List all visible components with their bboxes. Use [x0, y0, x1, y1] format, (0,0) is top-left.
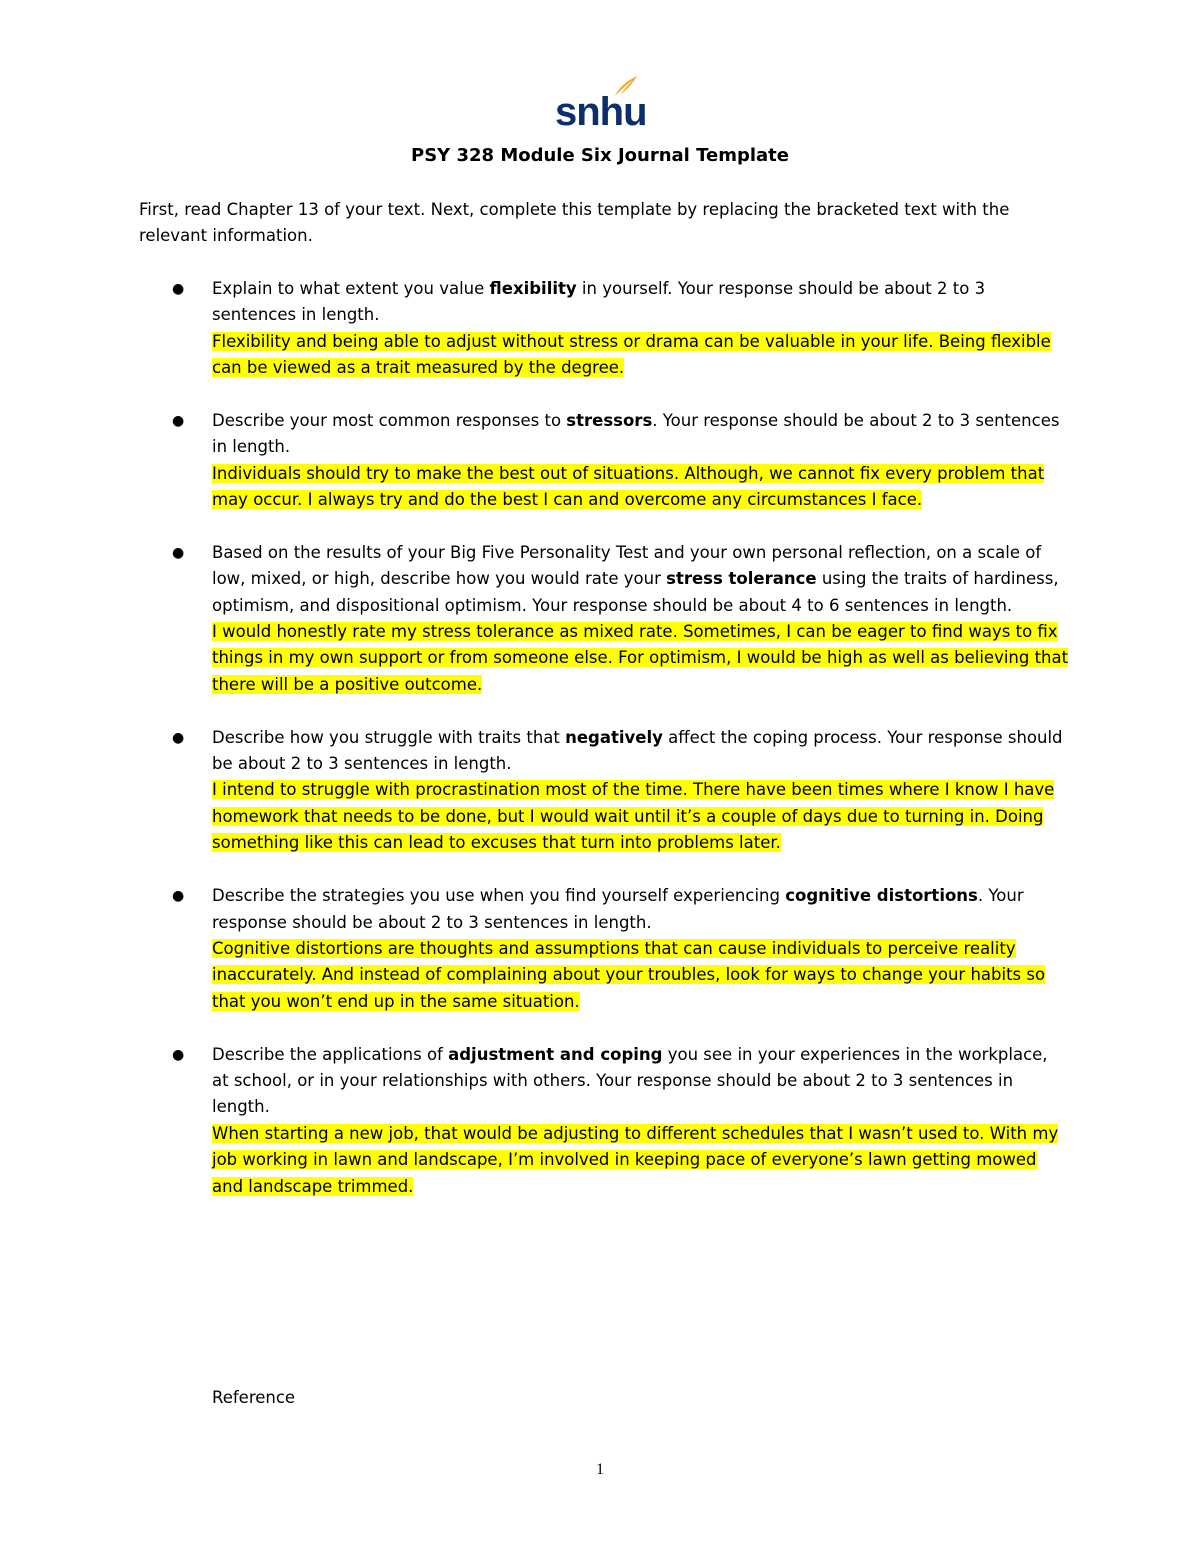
list-item	[139, 540, 1069, 698]
prompt-keyword: stress tolerance	[666, 569, 817, 589]
logo-wordmark: snhu	[555, 90, 647, 134]
answer-text: I would honestly rate my stress tolerance as mixed rate. Sometimes, I can be eager to find ways to fix things in my own support or from someone else. For optimism, I would be high as well as believing that there will be a positive outcome.	[212, 622, 1069, 694]
answer-text: Flexibility and being able to adjust without stress or drama can be valuable in your life. Being flexible can be viewed as a trait measured by the degree.	[212, 331, 1051, 378]
bullet-icon: ●	[172, 729, 185, 746]
question-list	[139, 276, 1069, 1200]
list-item	[139, 1042, 1069, 1200]
prompt-keyword: adjustment and coping	[448, 1044, 663, 1064]
bullet-icon: ●	[172, 888, 185, 905]
intro-paragraph: First, read Chapter 13 of your text. Next, complete this template by replacing the bracketed text with the relevant information.	[139, 200, 1010, 246]
prompt-keyword: stressors	[566, 410, 653, 430]
page-title: PSY 328 Module Six Journal Template	[411, 145, 789, 166]
prompt-text: Describe the strategies you use when you find yourself experiencing cognitive distortions. Your response should be about 2 to 3 sentences in length.	[212, 886, 1024, 932]
prompt-keyword: flexibility	[489, 278, 577, 298]
bullet-icon: ●	[172, 412, 185, 429]
answer-text: Cognitive distortions are thoughts and assumptions that can cause individuals to perceive reality inaccurately. And instead of complaining about your troubles, look for ways to change your habits so that you won’t end up in the same situation.	[212, 938, 1046, 1011]
list-item	[139, 883, 1069, 1015]
list-item	[139, 725, 1069, 857]
list-item	[139, 408, 1069, 514]
document-body	[139, 197, 1069, 1226]
page-number: 1	[596, 1461, 604, 1478]
list-item	[139, 276, 1069, 382]
bullet-icon: ●	[172, 544, 185, 561]
bullet-icon: ●	[172, 1046, 185, 1063]
prompt-keyword: cognitive distortions	[785, 886, 978, 906]
bullet-icon: ●	[172, 280, 185, 297]
prompt-text: Explain to what extent you value flexibility in yourself. Your response should be about 2 to 3 sentences in length.	[212, 278, 986, 325]
prompt-text: Describe your most common responses to stressors. Your response should be about 2 to 3 sentences in length.	[212, 410, 1060, 457]
answer-text: Individuals should try to make the best out of situations. Although, we cannot fix every problem that may occur. I always try and do the best I can and overcome any circumstances I face.	[212, 463, 1045, 510]
prompt-text: Based on the results of your Big Five Personality Test and your own personal reflection, on a scale of low, mixed, or high, describe how you would rate your stress tolerance using the traits of hardiness, optimism, and dispositional optimism. Your response should be about 4 to 6 sentences in length.	[212, 542, 1059, 615]
reference-label: Reference	[212, 1388, 296, 1407]
prompt-text: Describe the applications of adjustment and coping you see in your experiences in the workplace, at school, or in your relationships with others. Your response should be about 2 to 3 sentences in length.	[212, 1044, 1048, 1117]
prompt-keyword: negatively	[565, 727, 663, 747]
answer-text: I intend to struggle with procrastination most of the time. There have been times where I know I have homework that needs to be done, but I would wait until it’s a couple of days due to turning in. Doing something like this can lead to excuses that turn into problems later.	[212, 780, 1055, 853]
snhu-logo	[555, 74, 647, 134]
answer-text: When starting a new job, that would be adjusting to different schedules that I wasn’t used to. With my job working in lawn and landscape, I’m involved in keeping pace of everyone’s lawn getting mowed and landscape trimmed.	[212, 1123, 1059, 1196]
prompt-text: Describe how you struggle with traits that negatively affect the coping process. Your response should be about 2 to 3 sentences in length.	[212, 727, 1063, 774]
